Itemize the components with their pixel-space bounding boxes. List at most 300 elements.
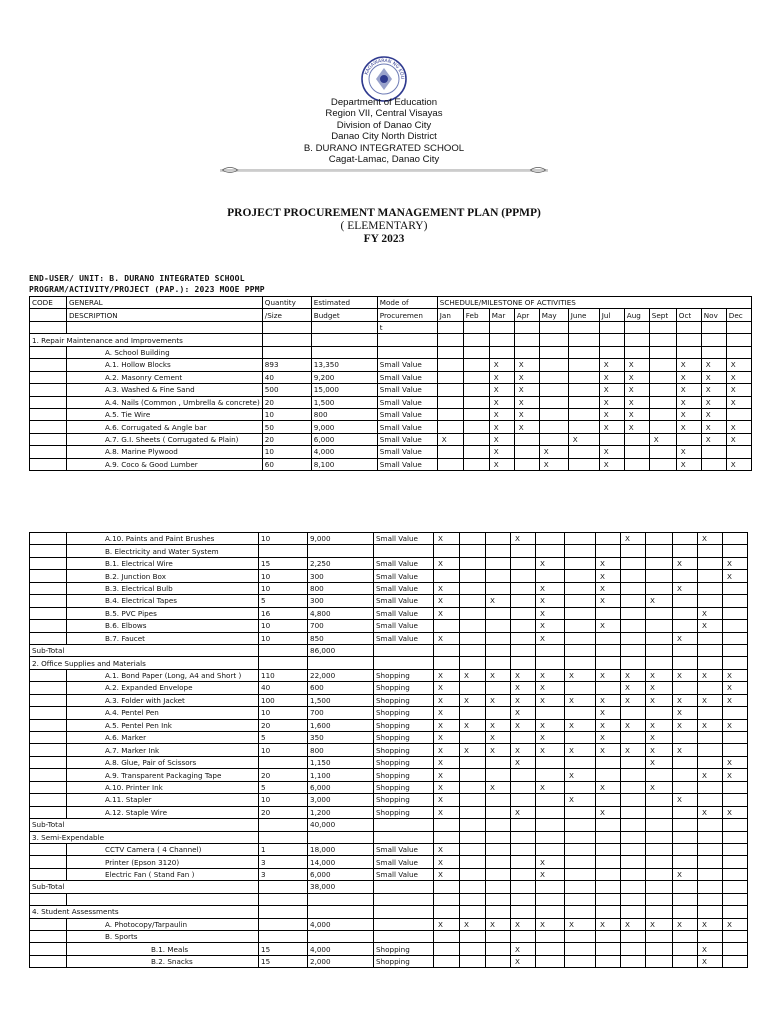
schedule-mark: X [596, 918, 621, 930]
schedule-mark: X [599, 446, 624, 458]
month-header: May [539, 309, 568, 321]
schedule-mark: X [434, 794, 460, 806]
month-cell [621, 881, 646, 893]
deped-seal-icon [361, 56, 407, 102]
month-cell [536, 831, 565, 843]
qty-cell [259, 657, 308, 669]
table-body [30, 533, 748, 968]
month-cell [698, 881, 723, 893]
schedule-mark [565, 856, 596, 868]
description-cell [67, 893, 259, 905]
schedule-mark: X [486, 719, 511, 731]
table-row [30, 446, 752, 458]
schedule-mark [536, 931, 565, 943]
schedule-mark: X [596, 595, 621, 607]
schedule-mark [596, 943, 621, 955]
schedule-mark: X [536, 719, 565, 731]
qty-cell: 10 [262, 446, 311, 458]
month-cell [460, 881, 486, 893]
mode-cell [374, 893, 434, 905]
schedule-mark [723, 732, 748, 744]
schedule-mark [676, 346, 701, 358]
schedule-mark: X [698, 719, 723, 731]
table-row [30, 868, 748, 880]
schedule-mark [539, 433, 568, 445]
description-cell: A.10. Printer Ink [67, 781, 259, 793]
schedule-mark [649, 359, 676, 371]
schedule-mark: X [486, 744, 511, 756]
description-cell: A.6. Marker [67, 732, 259, 744]
month-cell [434, 881, 460, 893]
schedule-mark [646, 570, 673, 582]
table-row [30, 371, 752, 383]
budget-cell [308, 831, 374, 843]
schedule-mark: X [489, 458, 514, 470]
schedule-mark [621, 732, 646, 744]
schedule-mark [698, 781, 723, 793]
schedule-mark: X [489, 446, 514, 458]
code-cell [30, 732, 67, 744]
schedule-mark: X [511, 943, 536, 955]
code-cell [30, 856, 67, 868]
code-cell [30, 396, 67, 408]
schedule-mark: X [646, 694, 673, 706]
schedule-mark: X [673, 707, 698, 719]
month-cell [698, 906, 723, 918]
table-row [30, 781, 748, 793]
schedule-mark: X [723, 756, 748, 768]
schedule-mark [698, 707, 723, 719]
schedule-mark [536, 545, 565, 557]
description-cell: B.1. Meals [67, 943, 259, 955]
description-cell: A.12. Staple Wire [67, 806, 259, 818]
schedule-mark: X [646, 918, 673, 930]
schedule-mark [486, 707, 511, 719]
schedule-mark: X [624, 421, 649, 433]
month-header: Mar [489, 309, 514, 321]
mode-cell: Small Value [377, 421, 437, 433]
schedule-mark [536, 707, 565, 719]
schedule-mark [434, 943, 460, 955]
mode-cell: Small Value [377, 433, 437, 445]
budget-cell: 1,500 [308, 694, 374, 706]
schedule-mark: X [460, 918, 486, 930]
schedule-mark [486, 843, 511, 855]
schedule-mark [486, 756, 511, 768]
budget-cell: 600 [308, 682, 374, 694]
description-cell: A.9. Transparent Packaging Tape [67, 769, 259, 781]
schedule-mark: X [723, 570, 748, 582]
month-header: Oct [676, 309, 701, 321]
budget-cell: 850 [308, 632, 374, 644]
budget-cell: 700 [308, 620, 374, 632]
schedule-mark: X [723, 557, 748, 569]
col-code: CODE [30, 297, 67, 309]
mode-cell: Shopping [374, 669, 434, 681]
schedule-mark [621, 756, 646, 768]
schedule-mark [698, 931, 723, 943]
schedule-mark [596, 856, 621, 868]
budget-cell: 13,350 [311, 359, 377, 371]
code-cell [30, 756, 67, 768]
schedule-mark: X [646, 756, 673, 768]
schedule-mark [568, 346, 599, 358]
description-cell: B.5. PVC Pipes [67, 607, 259, 619]
schedule-mark: X [621, 533, 646, 545]
schedule-mark [698, 582, 723, 594]
month-cell [514, 334, 539, 346]
mode-cell [374, 918, 434, 930]
budget-cell: 1,200 [308, 806, 374, 818]
budget-cell [308, 893, 374, 905]
code-cell [30, 794, 67, 806]
budget-cell: 15,000 [311, 384, 377, 396]
budget-cell: 40,000 [308, 819, 374, 831]
schedule-mark [511, 582, 536, 594]
title-main: PROJECT PROCUREMENT MANAGEMENT PLAN (PPMP) [227, 207, 541, 219]
section-title: 3. Semi-Expendable [30, 831, 259, 843]
schedule-mark: X [434, 868, 460, 880]
schedule-mark: X [434, 557, 460, 569]
month-cell [434, 644, 460, 656]
month-cell [536, 644, 565, 656]
schedule-mark [723, 545, 748, 557]
col-budget: Estimated [311, 297, 377, 309]
month-cell [434, 831, 460, 843]
code-cell [30, 607, 67, 619]
schedule-mark [486, 682, 511, 694]
description-cell: A.5. Tie Wire [67, 408, 263, 420]
schedule-mark [646, 582, 673, 594]
month-cell [723, 831, 748, 843]
schedule-mark [463, 384, 489, 396]
qty-cell [259, 906, 308, 918]
schedule-mark: X [539, 458, 568, 470]
schedule-mark [646, 806, 673, 818]
qty-cell: 20 [259, 806, 308, 818]
qty-cell [259, 881, 308, 893]
schedule-mark: X [726, 421, 751, 433]
schedule-mark: X [536, 620, 565, 632]
schedule-mark [565, 620, 596, 632]
schedule-mark: X [489, 359, 514, 371]
schedule-mark [486, 806, 511, 818]
schedule-mark: X [489, 421, 514, 433]
mode-cell [374, 931, 434, 943]
description-cell: B.2. Snacks [67, 955, 259, 967]
schedule-mark: X [437, 433, 463, 445]
section-title: 4. Student Assessments [30, 906, 259, 918]
description-cell: A.7. G.I. Sheets ( Corrugated & Plain) [67, 433, 263, 445]
description-cell: A.5. Pentel Pen Ink [67, 719, 259, 731]
budget-cell: 9,200 [311, 371, 377, 383]
qty-cell: 15 [259, 557, 308, 569]
schedule-mark [511, 794, 536, 806]
schedule-mark [596, 843, 621, 855]
table-row [30, 694, 748, 706]
description-cell: A.3. Folder with Jacket [67, 694, 259, 706]
month-cell [646, 906, 673, 918]
title-sub: ( ELEMENTARY) [340, 220, 428, 232]
schedule-mark [434, 570, 460, 582]
schedule-mark: X [599, 458, 624, 470]
document-title [0, 207, 768, 246]
schedule-mark [460, 843, 486, 855]
schedule-mark [565, 570, 596, 582]
schedule-mark: X [539, 446, 568, 458]
schedule-mark: X [676, 396, 701, 408]
month-header: Jul [599, 309, 624, 321]
schedule-mark [434, 955, 460, 967]
schedule-mark: X [536, 694, 565, 706]
schedule-mark: X [511, 719, 536, 731]
schedule-mark: X [434, 595, 460, 607]
budget-cell: 800 [311, 408, 377, 420]
code-cell [30, 620, 67, 632]
qty-cell: 3 [259, 868, 308, 880]
schedule-mark [460, 682, 486, 694]
month-cell [723, 644, 748, 656]
schedule-mark: X [514, 396, 539, 408]
schedule-mark [511, 856, 536, 868]
schedule-mark: X [624, 408, 649, 420]
schedule-mark: X [596, 570, 621, 582]
schedule-mark [489, 346, 514, 358]
schedule-mark: X [511, 533, 536, 545]
table-row [30, 794, 748, 806]
schedule-mark [486, 632, 511, 644]
schedule-mark [673, 943, 698, 955]
schedule-mark [565, 595, 596, 607]
schedule-mark [624, 346, 649, 358]
schedule-mark [514, 433, 539, 445]
table-row [30, 433, 752, 445]
schedule-mark: X [698, 918, 723, 930]
schedule-mark [565, 582, 596, 594]
schedule-mark [698, 632, 723, 644]
schedule-mark: X [536, 781, 565, 793]
qty-cell: 20 [262, 396, 311, 408]
qty-cell: 40 [262, 371, 311, 383]
schedule-mark: X [596, 557, 621, 569]
schedule-mark [568, 421, 599, 433]
budget-cell: 4,000 [311, 446, 377, 458]
schedule-mark: X [514, 359, 539, 371]
schedule-mark [621, 806, 646, 818]
table-row [30, 918, 748, 930]
month-cell [673, 906, 698, 918]
month-cell [624, 334, 649, 346]
schedule-mark [723, 794, 748, 806]
schedule-mark: X [434, 806, 460, 818]
schedule-mark [646, 557, 673, 569]
section-row [30, 657, 748, 669]
table-row [30, 893, 748, 905]
subtotal-row [30, 881, 748, 893]
mode-cell [374, 657, 434, 669]
budget-cell: 9,000 [311, 421, 377, 433]
schedule-mark [723, 893, 748, 905]
code-cell [30, 384, 67, 396]
schedule-mark: X [676, 458, 701, 470]
schedule-mark [621, 931, 646, 943]
schedule-mark [536, 794, 565, 806]
mode-cell: Small Value [377, 408, 437, 420]
schedule-mark [463, 408, 489, 420]
schedule-mark [486, 533, 511, 545]
qty-cell [262, 334, 311, 346]
header-line: Cagat-Lamac, Danao City [328, 154, 440, 166]
code-cell [30, 781, 67, 793]
schedule-mark: X [599, 408, 624, 420]
schedule-mark: X [599, 359, 624, 371]
schedule-mark [437, 458, 463, 470]
month-cell [698, 644, 723, 656]
schedule-mark: X [698, 694, 723, 706]
schedule-mark: X [486, 781, 511, 793]
qty-cell: 10 [259, 533, 308, 545]
schedule-mark [565, 756, 596, 768]
col-mode: Mode of [377, 297, 437, 309]
schedule-mark [565, 545, 596, 557]
schedule-mark [565, 943, 596, 955]
month-cell [596, 644, 621, 656]
schedule-mark [624, 433, 649, 445]
month-cell [486, 657, 511, 669]
qty-cell [259, 918, 308, 930]
schedule-mark [437, 346, 463, 358]
schedule-mark: X [486, 669, 511, 681]
schedule-mark [649, 421, 676, 433]
schedule-mark [723, 620, 748, 632]
budget-cell: 800 [308, 582, 374, 594]
schedule-mark [463, 359, 489, 371]
schedule-mark: X [514, 384, 539, 396]
month-header: Sept [649, 309, 676, 321]
schedule-mark: X [565, 719, 596, 731]
schedule-mark [536, 756, 565, 768]
schedule-mark [649, 446, 676, 458]
mode-cell: Small Value [377, 371, 437, 383]
schedule-mark [673, 893, 698, 905]
mode-cell: Small Value [377, 359, 437, 371]
schedule-mark: X [698, 943, 723, 955]
table-row [30, 557, 748, 569]
schedule-mark: X [701, 384, 726, 396]
schedule-mark [646, 868, 673, 880]
schedule-mark [565, 893, 596, 905]
description-cell: A.4. Pentel Pen [67, 707, 259, 719]
schedule-mark [596, 893, 621, 905]
schedule-mark [463, 371, 489, 383]
schedule-mark: X [511, 756, 536, 768]
schedule-mark: X [565, 794, 596, 806]
schedule-mark [596, 955, 621, 967]
schedule-mark: X [511, 806, 536, 818]
mode-cell: Small Value [374, 620, 434, 632]
schedule-mark: X [726, 371, 751, 383]
col-desc-2: DESCRIPTION [67, 309, 263, 321]
schedule-mark [568, 371, 599, 383]
schedule-mark: X [723, 719, 748, 731]
schedule-mark: X [536, 669, 565, 681]
schedule-mark [511, 632, 536, 644]
schedule-mark [701, 446, 726, 458]
schedule-mark [723, 533, 748, 545]
code-cell [30, 632, 67, 644]
schedule-mark: X [596, 781, 621, 793]
schedule-mark: X [676, 446, 701, 458]
schedule-mark: X [596, 620, 621, 632]
budget-cell: 6,000 [308, 781, 374, 793]
schedule-mark [646, 632, 673, 644]
mode-cell: Shopping [374, 744, 434, 756]
schedule-mark: X [434, 682, 460, 694]
month-cell [723, 906, 748, 918]
code-cell [30, 955, 67, 967]
schedule-mark [511, 893, 536, 905]
description-cell: B.4. Electrical Tapes [67, 595, 259, 607]
schedule-mark [646, 545, 673, 557]
schedule-mark: X [536, 682, 565, 694]
schedule-mark [723, 744, 748, 756]
description-cell: B.2. Junction Box [67, 570, 259, 582]
schedule-mark [539, 396, 568, 408]
month-header: Feb [463, 309, 489, 321]
col-budget-2: Budget [311, 309, 377, 321]
schedule-mark [486, 943, 511, 955]
schedule-mark [536, 533, 565, 545]
schedule-mark: X [726, 433, 751, 445]
budget-cell: 4,800 [308, 607, 374, 619]
schedule-mark [673, 533, 698, 545]
schedule-mark: X [434, 719, 460, 731]
month-cell [460, 819, 486, 831]
schedule-mark: X [698, 955, 723, 967]
month-cell [539, 334, 568, 346]
schedule-mark [698, 893, 723, 905]
schedule-mark [723, 931, 748, 943]
month-cell [565, 881, 596, 893]
schedule-mark [596, 756, 621, 768]
description-cell: A.1. Hollow Blocks [67, 359, 263, 371]
mode-cell: Shopping [374, 955, 434, 967]
schedule-mark [536, 570, 565, 582]
budget-cell: 9,000 [308, 533, 374, 545]
month-cell [649, 334, 676, 346]
schedule-mark: X [723, 918, 748, 930]
col-schedule: SCHEDULE/MILESTONE OF ACTIVITIES [437, 297, 751, 309]
schedule-mark [621, 570, 646, 582]
budget-cell: 38,000 [308, 881, 374, 893]
schedule-mark [511, 732, 536, 744]
description-cell: A.8. Glue, Pair of Scissors [67, 756, 259, 768]
schedule-mark: X [726, 359, 751, 371]
end-user-line: END-USER/ UNIT: B. DURANO INTEGRATED SCHOOL [29, 274, 245, 283]
schedule-mark: X [624, 371, 649, 383]
schedule-mark [460, 856, 486, 868]
schedule-mark: X [599, 371, 624, 383]
mode-cell: Shopping [374, 781, 434, 793]
table-row [30, 408, 752, 420]
subtotal-label: Sub-Total [30, 881, 259, 893]
budget-cell [308, 545, 374, 557]
schedule-mark [673, 856, 698, 868]
col-mode-3: t [377, 321, 437, 333]
schedule-mark: X [673, 794, 698, 806]
code-cell [30, 533, 67, 545]
schedule-mark [511, 868, 536, 880]
